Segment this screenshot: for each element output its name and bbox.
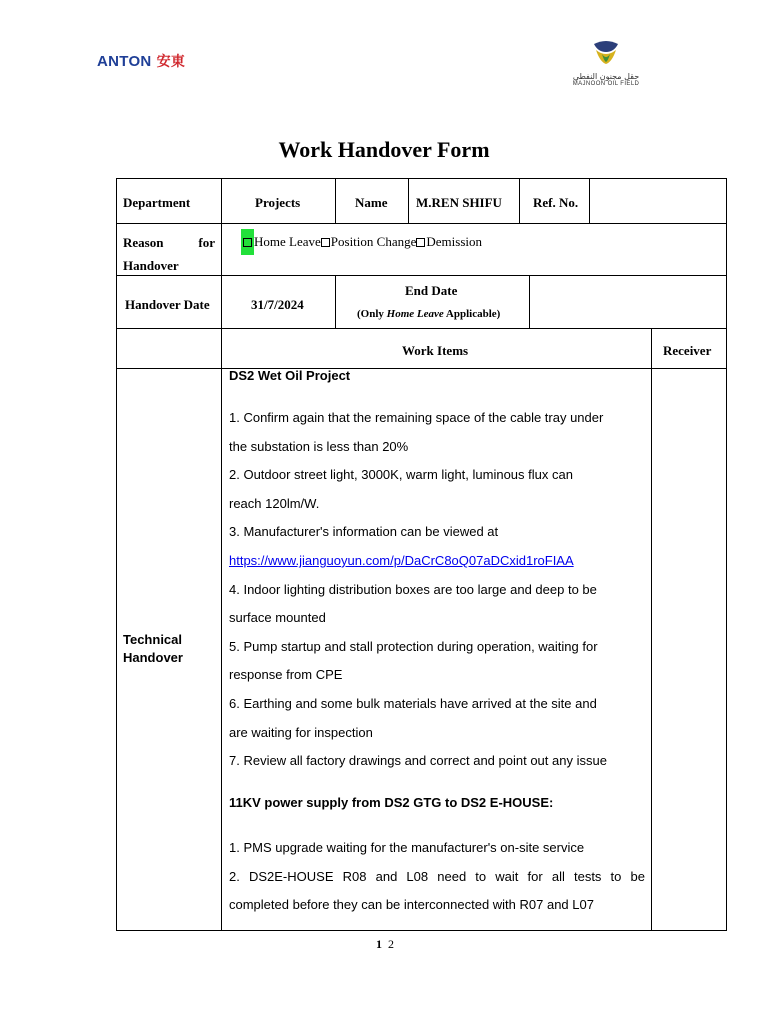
end-date-note: (Only Home Leave Applicable)	[357, 308, 501, 320]
handover-date-label: Handover Date	[125, 297, 210, 312]
home-leave-option: Home Leave	[254, 234, 321, 249]
list-item: 6. Earthing and some bulk materials have arrived at the site and	[229, 695, 597, 711]
reason-label-word: Reason	[123, 235, 164, 250]
page-next[interactable]: 2	[388, 937, 394, 951]
department-label: Department	[123, 195, 191, 210]
technical-handover-label: Technical Handover	[123, 632, 183, 665]
reason-options	[243, 229, 482, 255]
majnoon-logo	[566, 40, 646, 88]
list-item: 1. PMS upgrade waiting for the manufacturer's on-site service	[229, 840, 585, 856]
page-current: 1	[376, 937, 382, 951]
list-item: the substation is less than 20%	[229, 438, 409, 454]
list-item: 3. Manufacturer's information can be viewed at	[229, 524, 499, 540]
list-item: 7. Review all factory drawings and correct and point out any issue	[229, 753, 607, 769]
section-title: 11KV power supply from DS2 GTG to DS2 E-HOUSE:	[229, 795, 554, 811]
list-item: are waiting for inspection	[229, 724, 373, 740]
home-leave-checkbox-highlight	[241, 229, 254, 255]
section-title: DS2 Wet Oil Project	[229, 368, 351, 383]
demission-option: Demission	[426, 234, 482, 249]
handover-date-value[interactable]: 31/7/2024	[251, 297, 304, 312]
position-change-option: Position Change	[330, 234, 417, 249]
end-date-value[interactable]	[534, 283, 719, 319]
position-change-checkbox[interactable]	[321, 238, 330, 247]
name-value[interactable]: M.REN SHIFU	[416, 195, 502, 210]
demission-checkbox[interactable]	[416, 238, 425, 247]
list-item: 4. Indoor lighting distribution boxes are too large and deep to be	[229, 581, 597, 597]
list-item: 1. Confirm again that the remaining space of the cable tray under	[229, 410, 604, 425]
anton-logo-chinese: 安東	[156, 53, 186, 69]
work-items-header: Work Items	[402, 343, 469, 358]
reason-label-handover: Handover	[123, 258, 179, 273]
reason-label-for: for	[198, 235, 215, 250]
page-title: Work Handover Form	[278, 137, 490, 162]
name-label: Name	[355, 195, 388, 210]
ref-no-value[interactable]	[597, 195, 717, 213]
reason-label	[123, 231, 215, 277]
work-items-content	[229, 366, 645, 924]
receiver-header: Receiver	[663, 343, 712, 358]
ref-no-label: Ref. No.	[533, 195, 579, 210]
home-leave-checkbox[interactable]	[243, 238, 252, 247]
list-item: response from CPE	[229, 667, 343, 683]
list-item: 2. Outdoor street light, 3000K, warm light, luminous flux can	[229, 467, 573, 483]
majnoon-logo-english: MAJNOON OIL FIELD	[572, 81, 640, 87]
list-item: surface mounted	[229, 610, 326, 626]
majnoon-logo-arabic: حقل مجنون النفطي	[572, 72, 640, 81]
majnoon-emblem-icon	[590, 40, 622, 66]
end-date-label: End Date	[405, 283, 458, 298]
list-item: completed before they can be interconnected with R07 and L07	[229, 897, 594, 913]
anton-logo	[97, 51, 185, 71]
list-item: 2. DS2E-HOUSE R08 and L08 need to wait for all tests to be	[229, 868, 645, 884]
pager	[376, 937, 394, 952]
department-value[interactable]: Projects	[255, 195, 301, 210]
anton-logo-text: ANTON	[97, 53, 152, 70]
list-item: reach 120lm/W.	[229, 495, 320, 511]
manufacturer-info-link[interactable]: https://www.jianguoyun.com/p/DaCrC8oQ07aDCxid1roFIAA	[229, 552, 574, 568]
list-item: 5. Pump startup and stall protection during operation, waiting for	[229, 638, 598, 654]
